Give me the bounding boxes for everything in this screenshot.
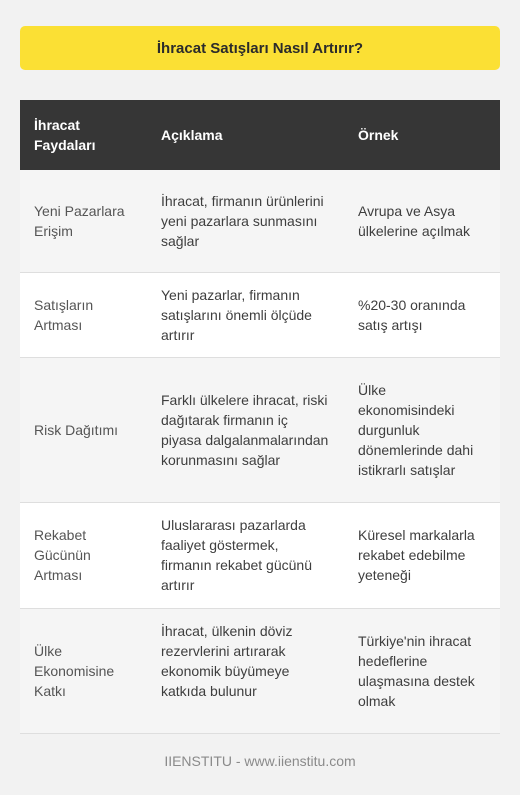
footer-credit: IIENSTITU - www.iienstitu.com [164,753,356,769]
header-example: Örnek [344,100,500,170]
table-row [20,272,500,357]
description-cell: İhracat, firmanın ürünlerini yeni pazarlara sunmasını sağlar [147,170,344,272]
table-header-row [20,100,500,170]
description-cell: Uluslararası pazarlarda faaliyet göstermek, firmanın rekabet gücünü artırır [147,502,344,608]
benefit-cell: Risk Dağıtımı [20,357,147,502]
header-benefits: İhracat Faydaları [20,100,147,170]
example-cell: %20-30 oranında satış artışı [344,272,500,357]
benefit-cell: Yeni Pazarlara Erişim [20,170,147,272]
benefit-cell: Satışların Artması [20,272,147,357]
description-cell: Yeni pazarlar, firmanın satışlarını önemli ölçüde artırır [147,272,344,357]
header-description: Açıklama [147,100,344,170]
example-cell: Ülke ekonomisindeki durgunluk dönemlerinde dahi istikrarlı satışlar [344,357,500,502]
example-cell: Küresel markalarla rekabet edebilme yeteneği [344,502,500,608]
table-row [20,502,500,608]
example-cell: Türkiye'nin ihracat hedeflerine ulaşmasına destek olmak [344,608,500,733]
benefit-cell: Ülke Ekonomisine Katkı [20,608,147,733]
benefits-table [20,100,500,734]
description-cell: İhracat, ülkenin döviz rezervlerini artırarak ekonomik büyümeye katkıda bulunur [147,608,344,733]
description-cell: Farklı ülkelere ihracat, riski dağıtarak firmanın iç piyasa dalgalanmalarından korunmasını sağlar [147,357,344,502]
example-cell: Avrupa ve Asya ülkelerine açılmak [344,170,500,272]
benefits-table-container [20,100,500,734]
page-title: İhracat Satışları Nasıl Artırır? [20,26,500,70]
table-row [20,357,500,502]
table-row [20,608,500,733]
benefit-cell: Rekabet Gücünün Artması [20,502,147,608]
table-row [20,170,500,272]
